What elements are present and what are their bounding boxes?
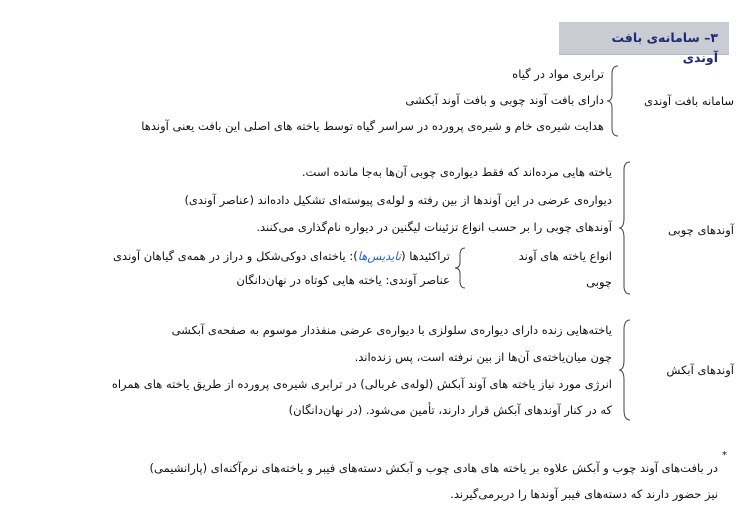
types-label-line1: انواع یاخته های آوند [518, 249, 612, 263]
tracheid-highlight: تایدیس‌ها [357, 249, 402, 263]
section-heading: ۳– سامانه‌ی بافت آوندی [611, 30, 718, 65]
bracket-types [455, 248, 465, 288]
section1-item-1: ترابری مواد در گیاه [512, 67, 604, 81]
vessel-line: عناصر آوندی: یاخته هایی کوتاه در نهان‌دانگان [236, 273, 450, 287]
bracket-section3 [619, 320, 630, 420]
tracheid-suffix: ): یاخته‌ای دوکی‌شکل و دراز در همه‌ی گیاهان آوندی [113, 249, 358, 263]
section2-item-1: یاخته هایی مرده‌اند که فقط دیواره‌ی چوبی آن‌ها به‌جا مانده است. [301, 165, 612, 179]
section2-label: آوندهای چوبی [667, 223, 734, 237]
types-label-line2: چوبی [586, 275, 612, 289]
section2-item-2: دیواره‌ی عرضی در این آوندها از بین رفته و لوله‌ی پیوسته‌ای تشکیل داده‌اند (عناصر آوندی) [184, 193, 612, 207]
bracket-section2 [619, 162, 630, 294]
footnote-line2: نیز حضور دارند که دسته‌های فیبر آوندها را دربر‌می‌گیرند. [450, 487, 718, 501]
section1-label: سامانه بافت آوندی [644, 94, 734, 108]
section2-item-3: آوندهای چوبی را بر حسب انواع تزئینات لیگنین در دیواره نام‌گذاری می‌کنند. [256, 220, 612, 234]
tracheid-line [113, 248, 450, 264]
section3-item-2: چون میان‌یاخته‌ی آن‌ها از بین نرفته است، پس زنده‌اند. [354, 350, 612, 364]
section1-item-3: هدایت شیره‌ی خام و شیره‌ی پرورده در سراسر گیاه توسط یاخته های اصلی این بافت یعنی آوندها [141, 119, 604, 133]
footnote-marker: * [722, 450, 727, 461]
section1-item-2: دارای بافت آوند چوبی و بافت آوند آبکشی [405, 93, 604, 107]
section3-item-4: که در کنار آوندهای آبکش قرار دارند، تأمین می‌شود. (در نهان‌دانگان) [288, 403, 612, 417]
section3-item-3: انرژی مورد نیاز یاخته های آوند آبکش (لوله‌ی غربالی) در ترابری شیره‌ی پرورده از طریق یاخته های همراه [111, 377, 612, 391]
footnote-line1: در بافت‌های آوند چوب و آبکش علاوه بر یاخته های هادی چوب و آبکش دسته‌های فیبر و یاخته‌های نرم‌آکنه‌ای (پارانشیمی) [149, 461, 718, 475]
section3-item-1: یاخته‌هایی زنده دارای دیواره‌ی سلولزی با دیواره‌ی عرضی منفذدار موسوم به صفحه‌ی آبکشی [171, 323, 612, 337]
bracket-section1 [607, 66, 618, 136]
section3-label: آوندهای آبکش [666, 363, 734, 377]
tracheid-prefix: تراکئیدها ( [401, 249, 450, 263]
